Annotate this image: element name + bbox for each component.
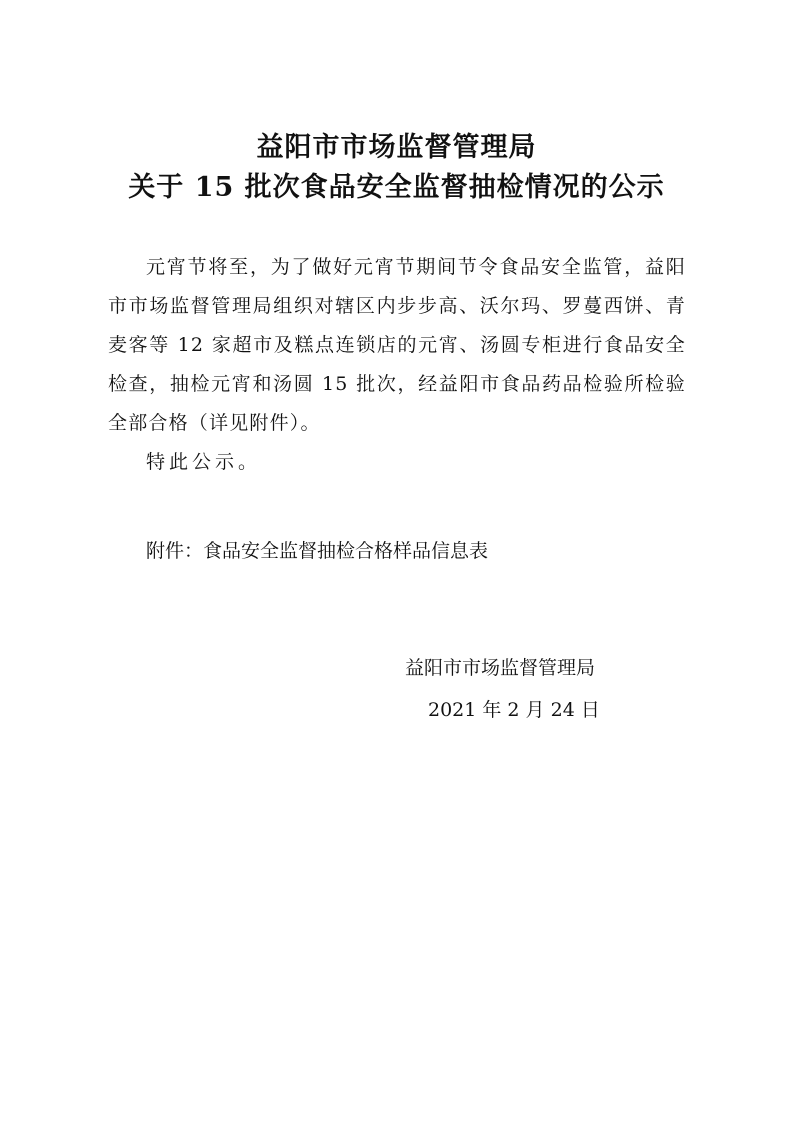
document-body xyxy=(108,248,686,482)
document-title xyxy=(0,128,793,208)
issuer-signature: 益阳市市场监督管理局 xyxy=(405,657,596,679)
closing-statement: 特此公示。 xyxy=(146,451,262,473)
body-paragraph: 元宵节将至，为了做好元宵节期间节令食品安全监管，益阳市市场监督管理局组织对辖区内步步高、沃尔玛、罗蔓西饼、青麦客等 12 家超市及糕点连锁店的元宵、汤圆专柜进行食品安全检查，抽检元宵和汤圆 15 批次，经益阳市食品药品检验所检验全部合格（详见附件）。 xyxy=(108,256,686,434)
title-line-issuer: 益阳市市场监督管理局 xyxy=(256,132,537,163)
title-line-subject: 关于 15 批次食品安全监督抽检情况的公示 xyxy=(128,172,665,203)
attachment-note: 附件：食品安全监督抽检合格样品信息表 xyxy=(146,540,489,562)
issue-date: 2021 年 2 月 24 日 xyxy=(428,699,600,721)
